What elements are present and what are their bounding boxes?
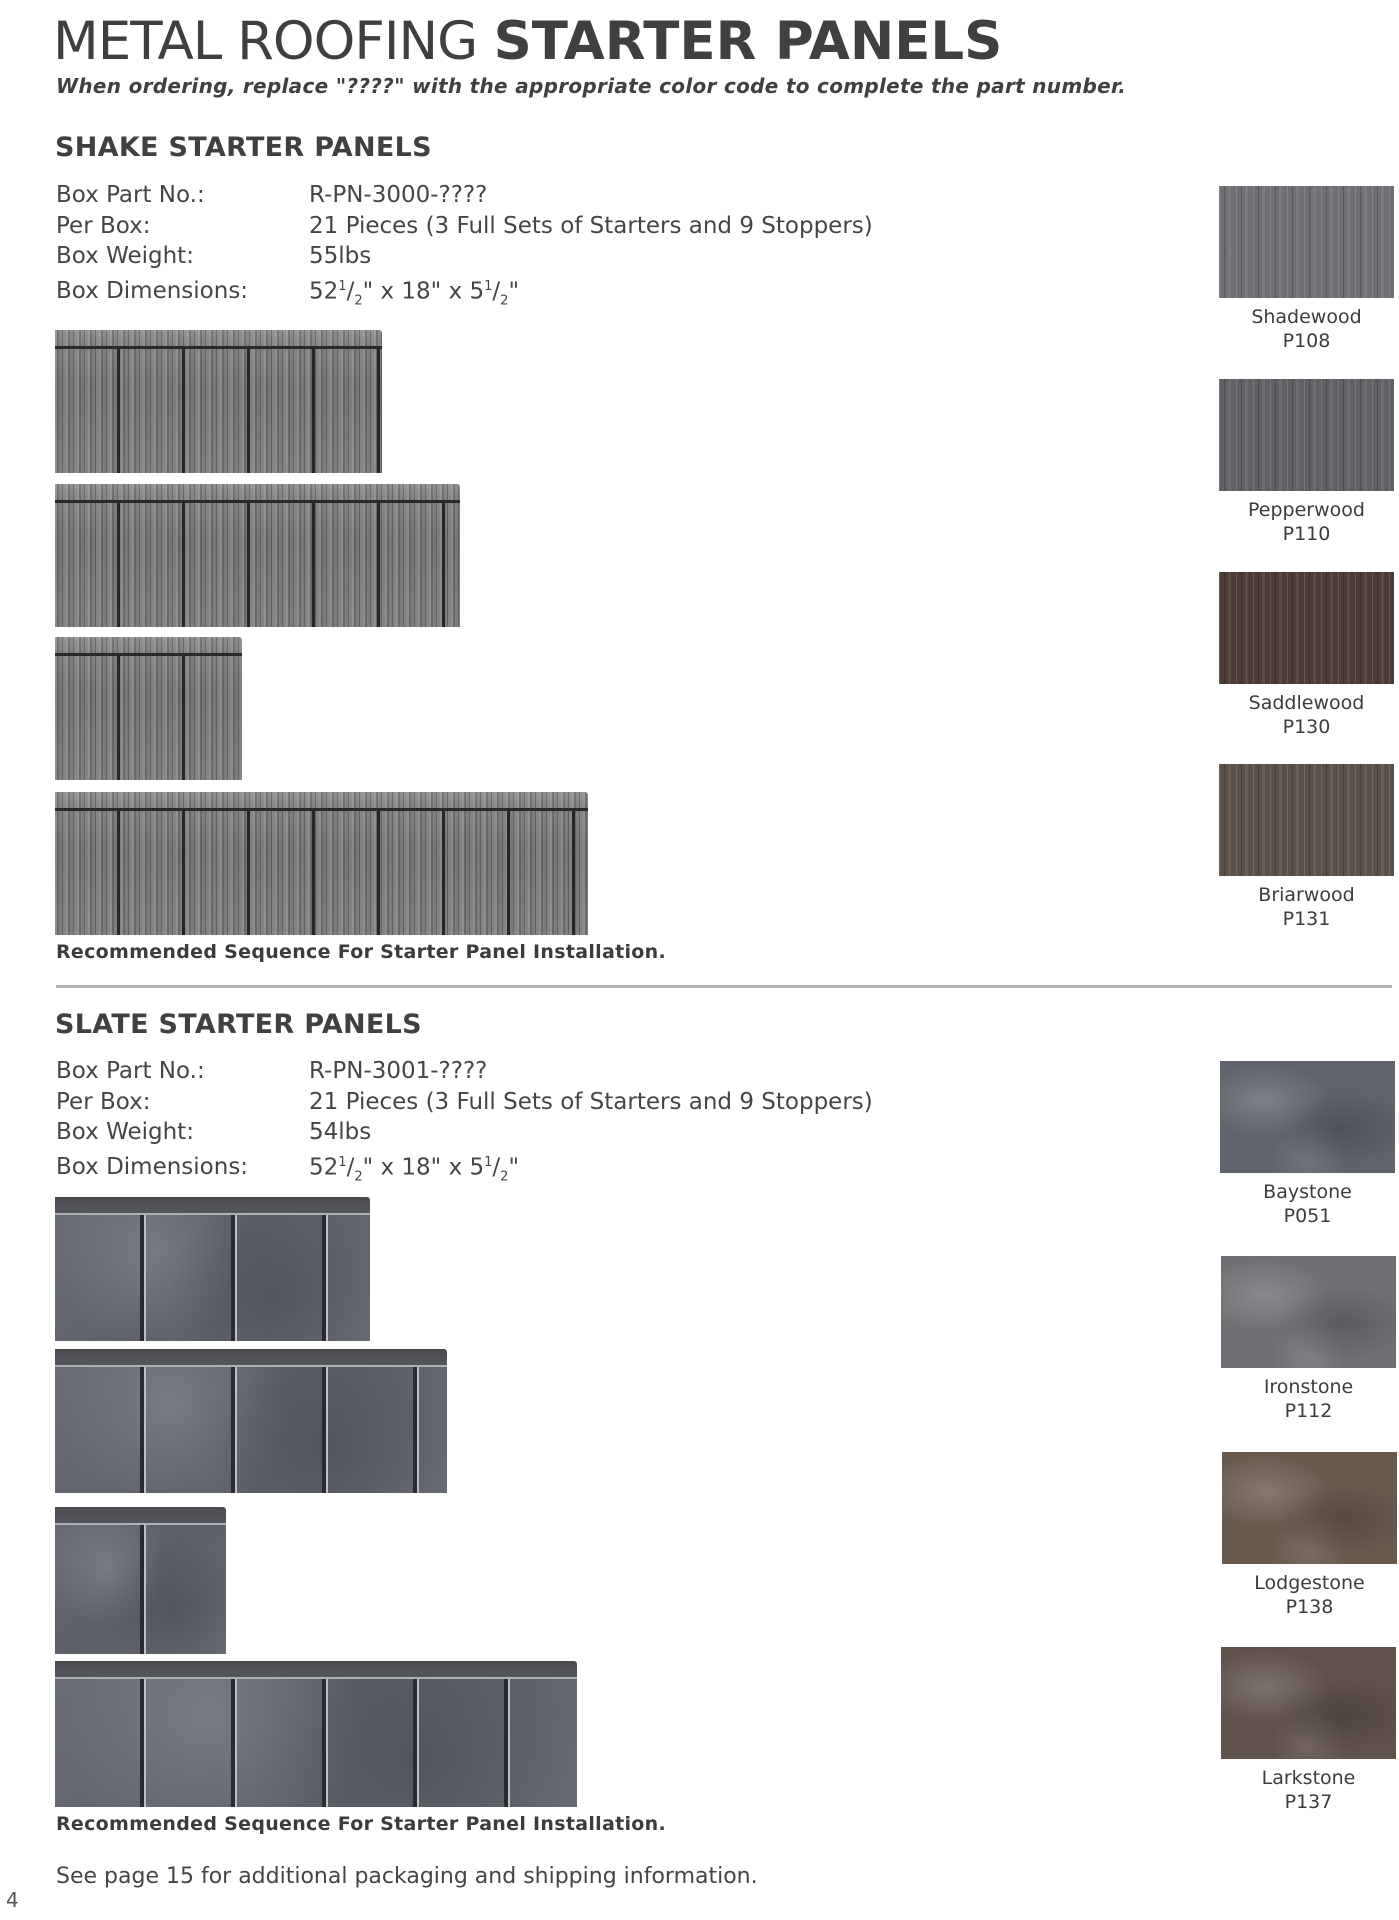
dim-part: 52 (309, 278, 339, 305)
spec-label: Per Box: (56, 212, 151, 239)
panel-seams (55, 503, 460, 627)
spec-label: Box Weight: (56, 243, 194, 269)
shake-section-heading: SHAKE STARTER PANELS (55, 132, 432, 163)
spec-row-per-box (56, 1087, 956, 1118)
section-divider (56, 985, 1392, 988)
spec-label: Box Weight: (56, 1119, 194, 1145)
slate-specs (56, 1056, 956, 1184)
swatch-name: Lodgestone (1254, 1572, 1365, 1594)
shake-starter-panel-image-4 (55, 792, 588, 935)
panel-seams (55, 1525, 226, 1654)
shake-starter-panel-image-1 (55, 330, 382, 473)
color-swatch-ironstone (1221, 1256, 1396, 1423)
dim-part: 1 (484, 1154, 493, 1170)
dim-part: / (492, 278, 501, 305)
color-swatch-pepperwood (1219, 379, 1394, 546)
swatch-image (1221, 1647, 1396, 1759)
spec-row-weight (56, 241, 956, 272)
spec-value: R-PN-3001-???? (309, 1058, 488, 1084)
dim-part: " x 18" x 5 (362, 1154, 485, 1181)
swatch-code: P130 (1282, 716, 1331, 738)
dim-part: 2 (500, 292, 509, 308)
page-title (53, 12, 1002, 72)
shake-starter-panel-image-2 (55, 484, 460, 627)
dim-part: " (508, 278, 520, 305)
dim-part: 2 (354, 1168, 363, 1184)
spec-row-weight (56, 1117, 956, 1148)
swatch-name: Pepperwood (1248, 499, 1365, 521)
swatch-image (1219, 572, 1394, 684)
color-swatch-saddlewood (1219, 572, 1394, 739)
panel-seams (55, 349, 382, 473)
spec-value (309, 1148, 519, 1193)
spec-value (309, 272, 519, 317)
swatch-image (1220, 1061, 1395, 1173)
slate-starter-panel-image-2 (55, 1349, 447, 1493)
color-swatch-briarwood (1219, 764, 1394, 931)
dim-part: 1 (338, 278, 347, 294)
dim-part: / (346, 278, 355, 305)
spec-value: R-PN-3000-???? (309, 182, 488, 208)
dim-part: 52 (309, 1154, 339, 1181)
swatch-code: P138 (1285, 1596, 1334, 1618)
swatch-code: P110 (1282, 523, 1331, 545)
spec-row-dimensions (56, 272, 956, 308)
packaging-info-note: See page 15 for additional packaging and shipping information. (56, 1864, 758, 1889)
dim-part: / (346, 1154, 355, 1181)
spec-row-dimensions (56, 1148, 956, 1184)
color-swatch-baystone (1220, 1061, 1395, 1228)
spec-row-part-no (56, 180, 956, 211)
spec-row-per-box (56, 211, 956, 242)
swatch-code: P108 (1282, 330, 1331, 352)
dim-part: " (508, 1154, 520, 1181)
spec-label: Box Dimensions: (56, 278, 249, 305)
dim-part: 2 (500, 1168, 509, 1184)
swatch-name: Larkstone (1261, 1767, 1356, 1789)
shake-starter-panel-image-3 (55, 637, 242, 780)
slate-section-heading: SLATE STARTER PANELS (55, 1009, 422, 1040)
page-title-light: METAL ROOFING (53, 11, 478, 72)
spec-label: Box Part No.: (56, 182, 205, 208)
panel-seams (55, 811, 588, 935)
swatch-code: P051 (1283, 1205, 1332, 1227)
spec-label: Per Box: (56, 1088, 151, 1115)
dim-part: / (492, 1154, 501, 1181)
swatch-name: Shadewood (1251, 306, 1362, 328)
page-title-bold: STARTER PANELS (493, 11, 1003, 72)
swatch-image (1219, 379, 1394, 491)
swatch-image (1219, 764, 1394, 876)
panel-seams (55, 656, 242, 780)
swatch-image (1219, 186, 1394, 298)
spec-label: Box Part No.: (56, 1058, 205, 1084)
ordering-instructions: When ordering, replace "????" with the appropriate color code to complete the part number. (56, 74, 1127, 98)
spec-value: 21 Pieces (3 Full Sets of Starters and 9 Stoppers) (309, 212, 873, 239)
spec-value: 54lbs (309, 1119, 372, 1145)
panel-seams (55, 1215, 370, 1341)
panel-seams (55, 1679, 577, 1807)
dim-part: " x 18" x 5 (362, 278, 485, 305)
shake-specs (56, 180, 956, 308)
color-swatch-larkstone (1221, 1647, 1396, 1814)
page-number: 4 (6, 1888, 19, 1912)
spec-row-part-no (56, 1056, 956, 1087)
shake-installation-caption: Recommended Sequence For Starter Panel Installation. (56, 941, 666, 963)
swatch-code: P131 (1282, 908, 1331, 930)
swatch-code: P137 (1284, 1791, 1333, 1813)
slate-installation-caption: Recommended Sequence For Starter Panel Installation. (56, 1813, 666, 1835)
dim-part: 2 (354, 292, 363, 308)
spec-label: Box Dimensions: (56, 1154, 249, 1181)
slate-starter-panel-image-3 (55, 1507, 226, 1654)
swatch-code: P112 (1284, 1400, 1333, 1422)
swatch-name: Saddlewood (1248, 692, 1365, 714)
dim-part: 1 (338, 1154, 347, 1170)
swatch-name: Ironstone (1263, 1376, 1354, 1398)
color-swatch-lodgestone (1222, 1452, 1397, 1619)
color-swatch-shadewood (1219, 186, 1394, 353)
swatch-name: Briarwood (1258, 884, 1355, 906)
slate-starter-panel-image-4 (55, 1661, 577, 1807)
swatch-image (1221, 1256, 1396, 1368)
dim-part: 1 (484, 278, 493, 294)
swatch-name: Baystone (1263, 1181, 1352, 1203)
spec-value: 55lbs (309, 243, 372, 269)
swatch-image (1222, 1452, 1397, 1564)
slate-starter-panel-image-1 (55, 1197, 370, 1341)
panel-seams (55, 1367, 447, 1493)
spec-value: 21 Pieces (3 Full Sets of Starters and 9 Stoppers) (309, 1088, 873, 1115)
